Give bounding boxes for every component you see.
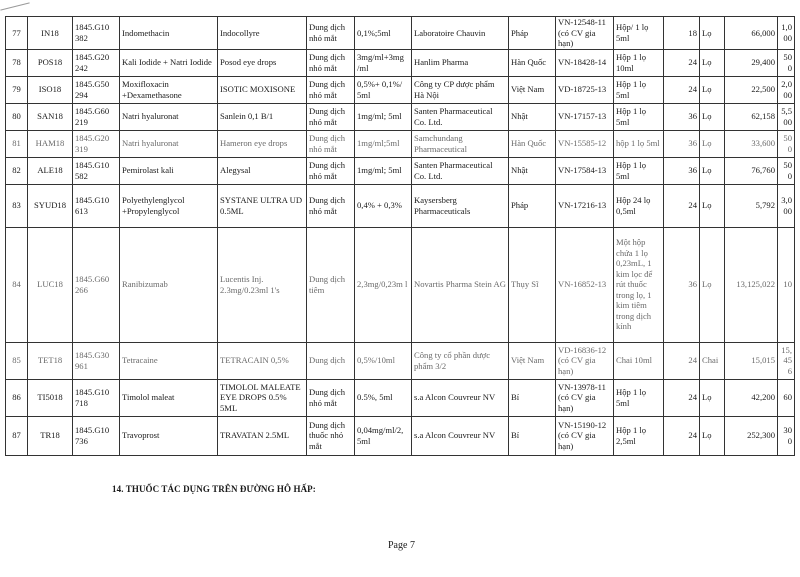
cell-price: 29,400: [725, 49, 778, 76]
table-row: [6, 416, 795, 455]
cell-price: 62,158: [725, 103, 778, 130]
cell-amount: 1,000: [778, 17, 795, 50]
cell-strength: 0,04mg/ml/2, 5ml: [355, 416, 412, 455]
cell-stt: 81: [6, 130, 28, 157]
cell-manufacturer: Samchundang Pharmaceutical: [412, 130, 509, 157]
cell-unit: Lọ: [700, 103, 725, 130]
cell-unit: Lọ: [700, 416, 725, 455]
cell-strength: 0,4% + 0,3%: [355, 184, 412, 227]
cell-unit: Lọ: [700, 130, 725, 157]
cell-reg-no: VD-16836-12 (có CV gia hạn): [556, 342, 614, 379]
cell-ingredient: Polyethylenglycol +Propylenglycol: [120, 184, 218, 227]
cell-price: 76,760: [725, 157, 778, 184]
cell-product: Indocollyre: [218, 17, 307, 50]
table-row: [6, 227, 795, 342]
table-row: [6, 17, 795, 50]
cell-reg-no: VN-17157-13: [556, 103, 614, 130]
cell-reg-no: VN-12548-11 (có CV gia hạn): [556, 17, 614, 50]
table-row: [6, 49, 795, 76]
cell-manufacturer: s.a Alcon Couvreur NV: [412, 379, 509, 416]
cell-unit: Lọ: [700, 379, 725, 416]
cell-country: Hàn Quốc: [509, 49, 556, 76]
cell-form: Dung dịch tiêm: [307, 227, 355, 342]
cell-country: Nhật: [509, 157, 556, 184]
cell-packaging: Hộp 1 lọ 2,5ml: [614, 416, 664, 455]
cell-packaging: Hộp 1 lọ 5ml: [614, 76, 664, 103]
cell-packaging: Hộp 1 lọ 5ml: [614, 379, 664, 416]
cell-ingredient: Ranibizumab: [120, 227, 218, 342]
cell-stt: 85: [6, 342, 28, 379]
cell-code: ISO18: [28, 76, 73, 103]
cell-form: Dung dịch: [307, 342, 355, 379]
cell-reg-no: VN-15585-12: [556, 130, 614, 157]
cell-manufacturer: Novartis Pharma Stein AG: [412, 227, 509, 342]
cell-code: TET18: [28, 342, 73, 379]
cell-amount: 500: [778, 157, 795, 184]
cell-reg-no: VN-17584-13: [556, 157, 614, 184]
cell-qty: 24: [664, 184, 700, 227]
cell-reg-no: VN-16852-13: [556, 227, 614, 342]
cell-manufacturer: Santen Pharmaceutical Co. Ltd.: [412, 157, 509, 184]
cell-manufacturer: Laboratoire Chauvin: [412, 17, 509, 50]
table-row: [6, 76, 795, 103]
cell-form: Dung dịch nhỏ mắt: [307, 103, 355, 130]
cell-group: 1845.G10 718: [73, 379, 120, 416]
cell-packaging: Hộp 1 lọ 5ml: [614, 157, 664, 184]
cell-price: 5,792: [725, 184, 778, 227]
cell-product: Posod eye drops: [218, 49, 307, 76]
cell-qty: 36: [664, 130, 700, 157]
table-row: [6, 184, 795, 227]
cell-manufacturer: Santen Pharmaceutical Co. Ltd.: [412, 103, 509, 130]
cell-reg-no: VN-18428-14: [556, 49, 614, 76]
cell-form: Dung dịch nhỏ mắt: [307, 76, 355, 103]
table-row: [6, 342, 795, 379]
scan-mark: [0, 2, 29, 10]
cell-group: 1845.G10 613: [73, 184, 120, 227]
cell-amount: 300: [778, 416, 795, 455]
cell-unit: Lọ: [700, 49, 725, 76]
cell-country: Pháp: [509, 184, 556, 227]
cell-code: ALE18: [28, 157, 73, 184]
cell-qty: 36: [664, 157, 700, 184]
section-heading: 14. THUỐC TÁC DỤNG TRÊN ĐƯỜNG HÔ HẤP:: [112, 484, 316, 494]
cell-ingredient: Tetracaine: [120, 342, 218, 379]
cell-product: Alegysal: [218, 157, 307, 184]
cell-amount: 5,500: [778, 103, 795, 130]
cell-qty: 24: [664, 379, 700, 416]
cell-group: 1845.G60 219: [73, 103, 120, 130]
cell-country: Pháp: [509, 17, 556, 50]
cell-price: 66,000: [725, 17, 778, 50]
cell-form: Dung dịch nhỏ mắt: [307, 17, 355, 50]
cell-stt: 80: [6, 103, 28, 130]
cell-packaging: Hộp 1 lọ 5ml: [614, 103, 664, 130]
cell-unit: Lọ: [700, 76, 725, 103]
table-row: [6, 103, 795, 130]
cell-price: 15,015: [725, 342, 778, 379]
cell-price: 252,300: [725, 416, 778, 455]
cell-price: 42,200: [725, 379, 778, 416]
page-number: Page 7: [388, 540, 415, 551]
cell-ingredient: Pemirolast kali: [120, 157, 218, 184]
table-row: [6, 379, 795, 416]
cell-code: TI5018: [28, 379, 73, 416]
cell-amount: 500: [778, 49, 795, 76]
cell-strength: 2,3mg/0,23m l: [355, 227, 412, 342]
cell-group: 1845.G30 961: [73, 342, 120, 379]
cell-unit: Lọ: [700, 184, 725, 227]
drug-list-table: [5, 16, 795, 456]
cell-price: 22,500: [725, 76, 778, 103]
cell-group: 1845.G20 242: [73, 49, 120, 76]
cell-ingredient: Indomethacin: [120, 17, 218, 50]
cell-strength: 0,5%/10ml: [355, 342, 412, 379]
cell-strength: 0,5%+ 0,1%/ 5ml: [355, 76, 412, 103]
cell-manufacturer: Công ty cổ phần dược phẩm 3/2: [412, 342, 509, 379]
cell-form: Dung dịch nhỏ mắt: [307, 157, 355, 184]
cell-unit: Chai: [700, 342, 725, 379]
cell-stt: 84: [6, 227, 28, 342]
cell-reg-no: VD-18725-13: [556, 76, 614, 103]
cell-group: 1845.G10 582: [73, 157, 120, 184]
cell-group: 1845.G20 319: [73, 130, 120, 157]
cell-packaging: hộp 1 lọ 5ml: [614, 130, 664, 157]
cell-qty: 24: [664, 76, 700, 103]
cell-code: SYUD18: [28, 184, 73, 227]
cell-amount: 3,000: [778, 184, 795, 227]
cell-form: Dung dịch thuốc nhỏ mắt: [307, 416, 355, 455]
cell-qty: 36: [664, 227, 700, 342]
cell-country: Thụy Sĩ: [509, 227, 556, 342]
cell-product: Hameron eye drops: [218, 130, 307, 157]
cell-form: Dung dịch nhỏ mắt: [307, 184, 355, 227]
cell-product: TRAVATAN 2.5ML: [218, 416, 307, 455]
cell-qty: 24: [664, 416, 700, 455]
cell-manufacturer: Kaysersberg Pharmaceuticals: [412, 184, 509, 227]
cell-stt: 77: [6, 17, 28, 50]
cell-country: Nhật: [509, 103, 556, 130]
cell-reg-no: VN-17216-13: [556, 184, 614, 227]
cell-product: SYSTANE ULTRA UD 0.5ML: [218, 184, 307, 227]
cell-code: IN18: [28, 17, 73, 50]
cell-strength: 0,1%;5ml: [355, 17, 412, 50]
cell-packaging: Hộp 1 lọ 10ml: [614, 49, 664, 76]
cell-ingredient: Natri hyaluronat: [120, 130, 218, 157]
cell-reg-no: VN-13978-11 (có CV gia hạn): [556, 379, 614, 416]
cell-amount: 2,000: [778, 76, 795, 103]
cell-country: Việt Nam: [509, 76, 556, 103]
cell-strength: 0.5%, 5ml: [355, 379, 412, 416]
cell-stt: 86: [6, 379, 28, 416]
cell-manufacturer: Hanlim Pharma: [412, 49, 509, 76]
cell-reg-no: VN-15190-12 (có CV gia hạn): [556, 416, 614, 455]
cell-form: Dung dịch nhỏ mắt: [307, 379, 355, 416]
cell-strength: 3mg/ml+3mg /ml: [355, 49, 412, 76]
cell-stt: 82: [6, 157, 28, 184]
cell-stt: 83: [6, 184, 28, 227]
cell-product: TIMOLOL MALEATE EYE DROPS 0.5% 5ML: [218, 379, 307, 416]
cell-ingredient: Moxifloxacin +Dexamethasone: [120, 76, 218, 103]
cell-country: Bỉ: [509, 379, 556, 416]
cell-ingredient: Natri hyaluronat: [120, 103, 218, 130]
cell-packaging: Chai 10ml: [614, 342, 664, 379]
cell-strength: 1mg/ml;5ml: [355, 130, 412, 157]
cell-unit: Lọ: [700, 157, 725, 184]
cell-country: Bỉ: [509, 416, 556, 455]
cell-unit: Lọ: [700, 17, 725, 50]
cell-form: Dung dịch nhỏ mắt: [307, 49, 355, 76]
cell-qty: 36: [664, 103, 700, 130]
cell-group: 1845.G60 266: [73, 227, 120, 342]
cell-packaging: Hộp/ 1 lọ 5ml: [614, 17, 664, 50]
cell-stt: 87: [6, 416, 28, 455]
cell-country: Việt Nam: [509, 342, 556, 379]
cell-code: HAM18: [28, 130, 73, 157]
cell-qty: 24: [664, 49, 700, 76]
cell-price: 13,125,022: [725, 227, 778, 342]
cell-strength: 1mg/ml; 5ml: [355, 157, 412, 184]
cell-strength: 1mg/ml; 5ml: [355, 103, 412, 130]
cell-stt: 78: [6, 49, 28, 76]
cell-code: TR18: [28, 416, 73, 455]
cell-code: SAN18: [28, 103, 73, 130]
cell-amount: 10: [778, 227, 795, 342]
cell-manufacturer: Công ty CP dược phẩm Hà Nội: [412, 76, 509, 103]
cell-amount: 60: [778, 379, 795, 416]
cell-packaging: Một hộp chứa 1 lọ 0,23mL, 1 kim lọc để rút thuốc trong lọ, 1 kim tiêm trong dịch kính: [614, 227, 664, 342]
cell-group: 1845.G50 294: [73, 76, 120, 103]
cell-ingredient: Kali Iodide + Natri Iodide: [120, 49, 218, 76]
cell-unit: Lọ: [700, 227, 725, 342]
cell-qty: 18: [664, 17, 700, 50]
cell-ingredient: Travoprost: [120, 416, 218, 455]
cell-amount: 15,456: [778, 342, 795, 379]
cell-stt: 79: [6, 76, 28, 103]
cell-form: Dung dịch nhỏ mắt: [307, 130, 355, 157]
cell-code: LUC18: [28, 227, 73, 342]
cell-product: Sanlein 0,1 B/1: [218, 103, 307, 130]
cell-qty: 24: [664, 342, 700, 379]
cell-ingredient: Timolol maleat: [120, 379, 218, 416]
cell-group: 1845.G10 382: [73, 17, 120, 50]
cell-product: Lucentis Inj. 2.3mg/0.23ml 1's: [218, 227, 307, 342]
table-row: [6, 157, 795, 184]
cell-group: 1845.G10 736: [73, 416, 120, 455]
cell-product: TETRACAIN 0,5%: [218, 342, 307, 379]
cell-amount: 500: [778, 130, 795, 157]
table-row: [6, 130, 795, 157]
cell-code: POS18: [28, 49, 73, 76]
cell-product: ISOTIC MOXISONE: [218, 76, 307, 103]
cell-manufacturer: s.a Alcon Couvreur NV: [412, 416, 509, 455]
cell-price: 33,600: [725, 130, 778, 157]
cell-country: Hàn Quốc: [509, 130, 556, 157]
cell-packaging: Hộp 24 lọ 0,5ml: [614, 184, 664, 227]
